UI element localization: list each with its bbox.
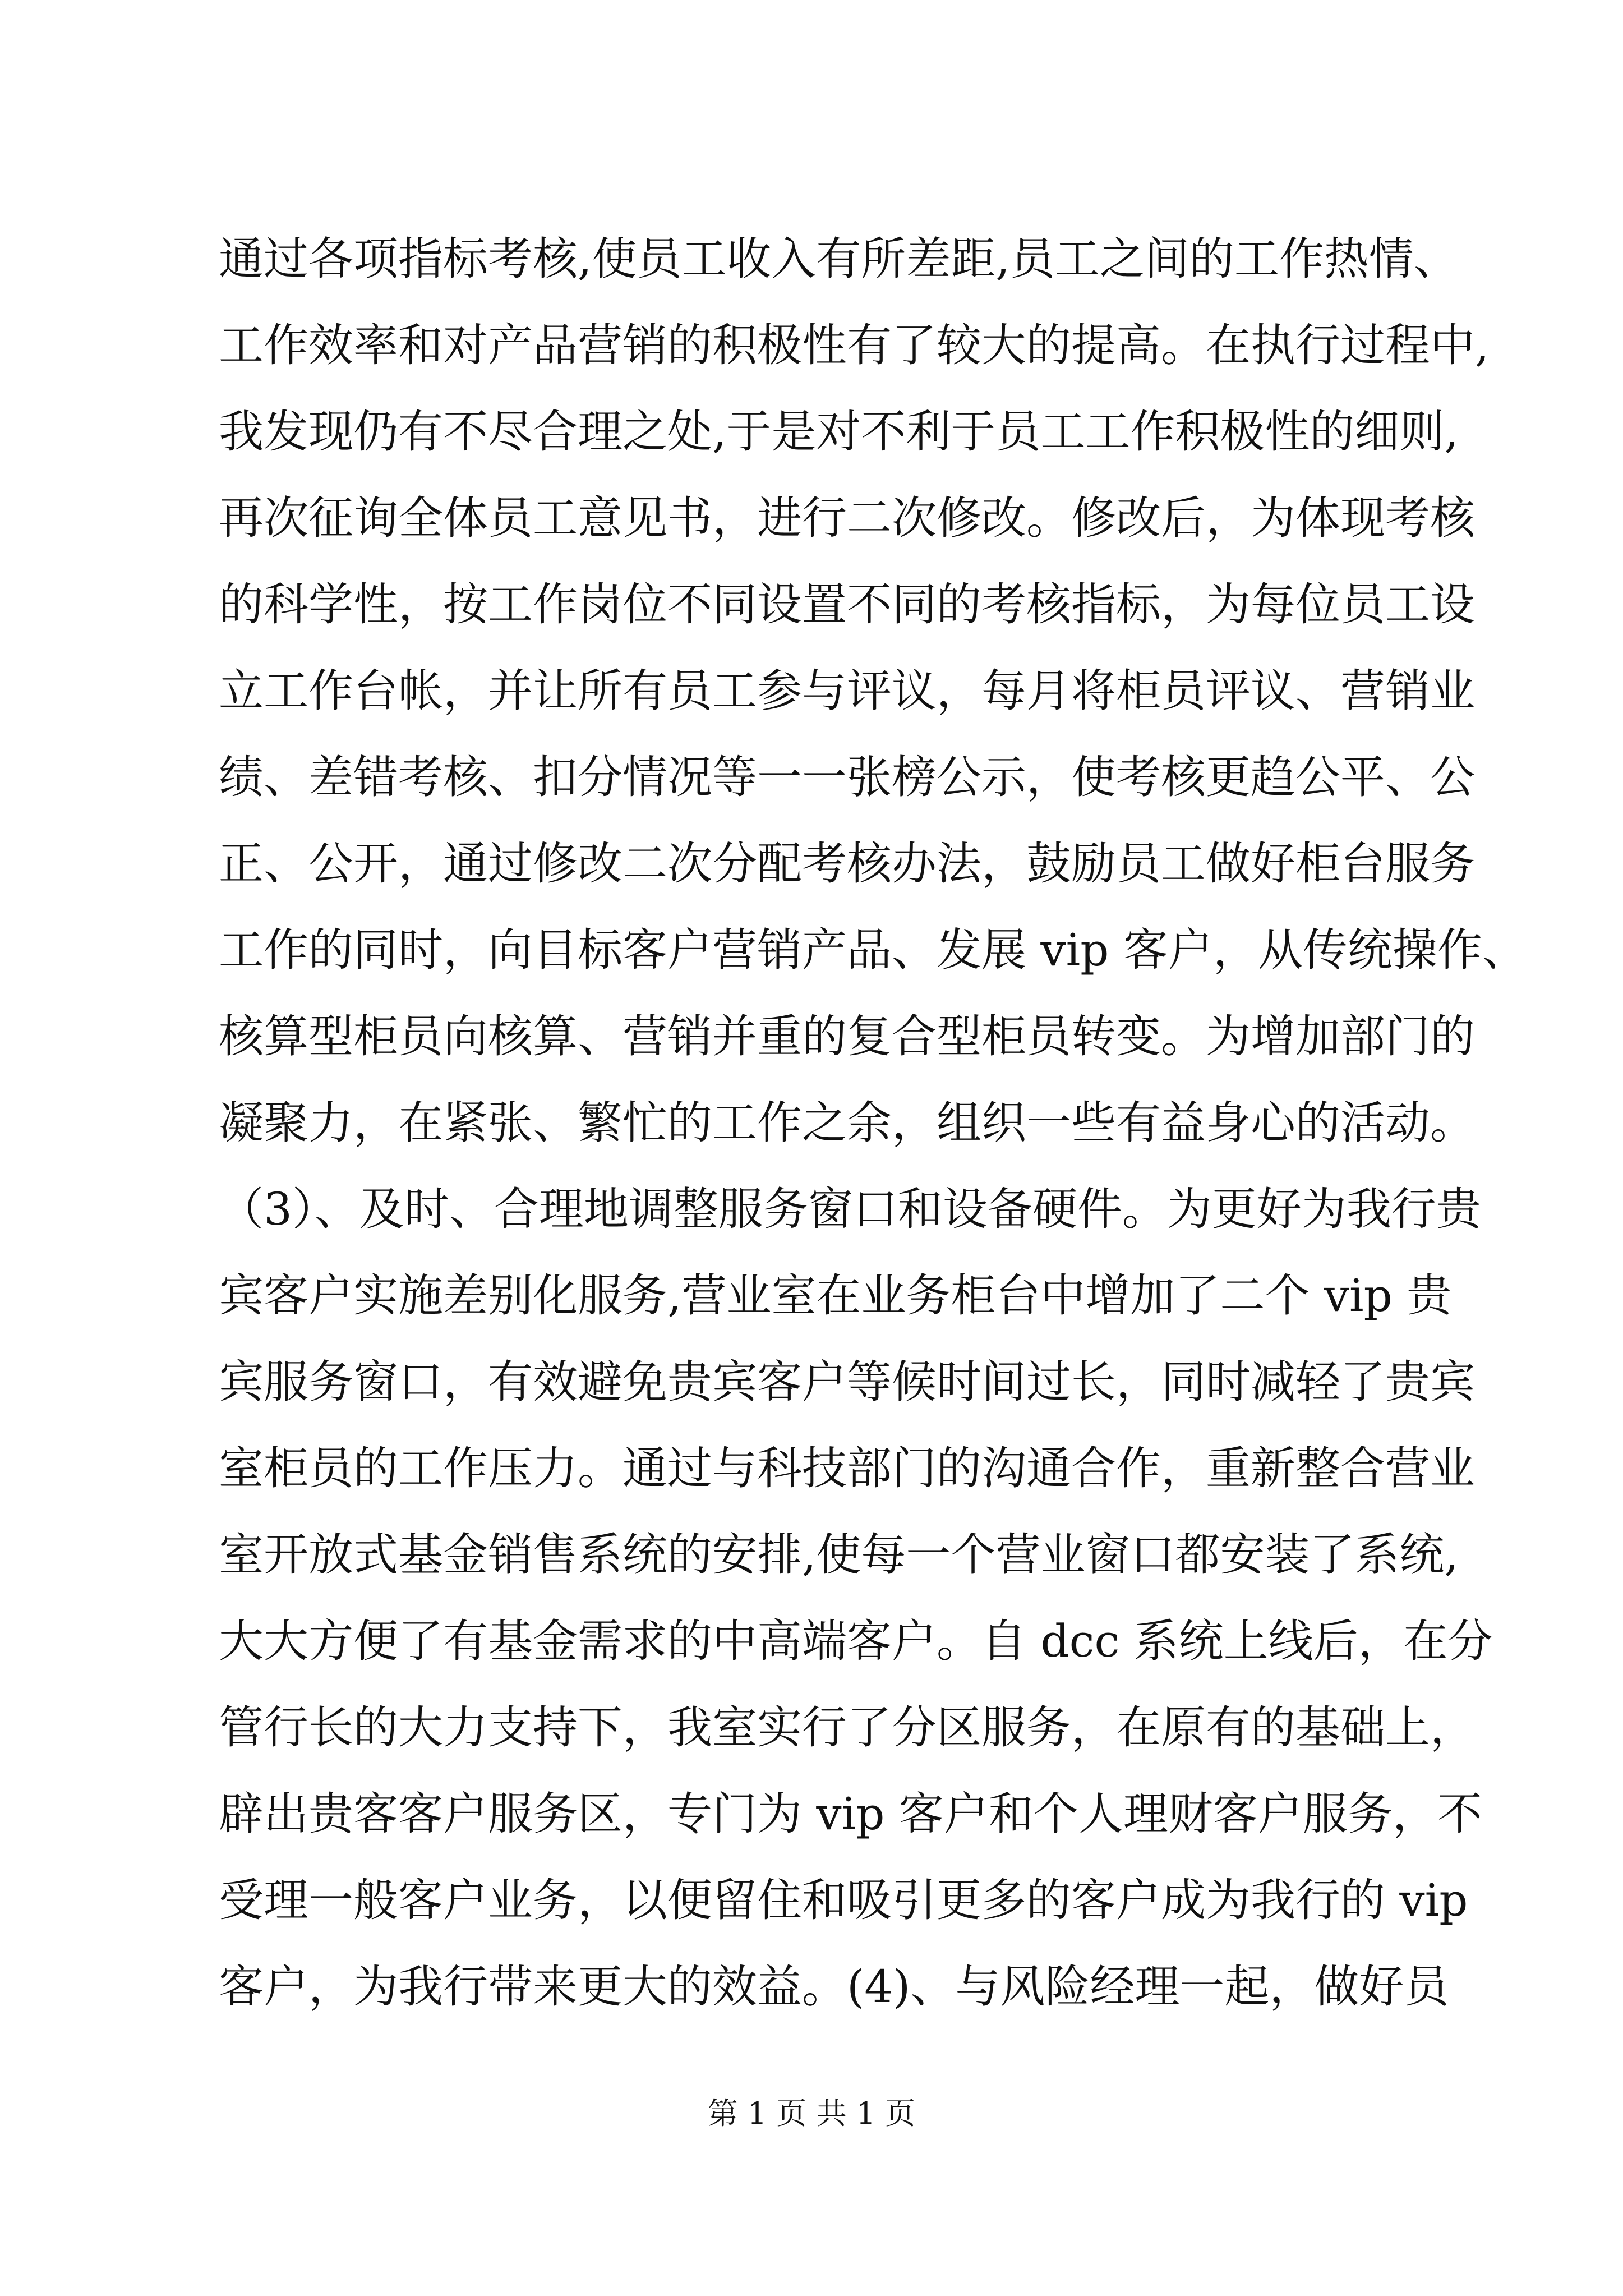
text-line: 管行长的大力支持下，我室实行了分区服务，在原有的基础上， — [219, 1701, 1475, 1754]
text-line: 凝聚力，在紧张、繁忙的工作之余，组织一些有益身心的活动。 — [219, 1097, 1475, 1149]
text-line: 室开放式基金销售系统的安排,使每一个营业窗口都安装了系统, — [219, 1529, 1459, 1581]
text-line: 我发现仍有不尽合理之处,于是对不利于员工工作积极性的细则, — [219, 406, 1459, 458]
page-footer — [0, 2091, 1623, 2136]
text-line: 大大方便了有基金需求的中高端客户。自 dcc 系统上线后，在分 — [219, 1615, 1493, 1667]
text-line: 的科学性，按工作岗位不同设置不同的考核指标，为每位员工设 — [219, 578, 1475, 631]
text-line: 再次征询全体员工意见书，进行二次修改。修改后，为体现考核 — [219, 492, 1475, 544]
text-line: 核算型柜员向核算、营销并重的复合型柜员转变。为增加部门的 — [219, 1010, 1475, 1062]
text-line: 室柜员的工作压力。通过与科技部门的沟通合作，重新整合营业 — [219, 1442, 1475, 1494]
text-line: 宾客户实施差别化服务,营业室在业务柜台中增加了二个 vip 贵 — [219, 1269, 1452, 1322]
page-number-label: 第 1 页 共 1 页 — [707, 2096, 916, 2131]
text-line: 工作的同时，向目标客户营销产品、发展 vip 客户，从传统操作、 — [219, 924, 1527, 976]
text-line: 客户，为我行带来更大的效益。(4)、与风险经理一起，做好员 — [219, 1961, 1449, 2013]
text-line: 宾服务窗口，有效避免贵宾客户等候时间过长，同时减轻了贵宾 — [219, 1356, 1475, 1408]
body-text — [219, 216, 1527, 2030]
text-line: 立工作台帐，并让所有员工参与评议，每月将柜员评议、营销业 — [219, 665, 1475, 717]
text-line: 绩、差错考核、扣分情况等一一张榜公示，使考核更趋公平、公 — [219, 751, 1475, 803]
text-line: 正、公开，通过修改二次分配考核办法，鼓励员工做好柜台服务 — [219, 838, 1475, 890]
text-line: 通过各项指标考核,使员工收入有所差距,员工之间的工作热情、 — [219, 233, 1459, 285]
text-line: 工作效率和对产品营销的积极性有了较大的提高。在执行过程中, — [219, 319, 1490, 371]
text-line: 辟出贵客客户服务区，专门为 vip 客户和个人理财客户服务，不 — [219, 1788, 1482, 1840]
text-line: （3）、及时、合理地调整服务窗口和设备硬件。为更好为我行贵 — [219, 1183, 1481, 1235]
text-line: 受理一般客户业务，以便留住和吸引更多的客户成为我行的 vip — [219, 1874, 1468, 1926]
